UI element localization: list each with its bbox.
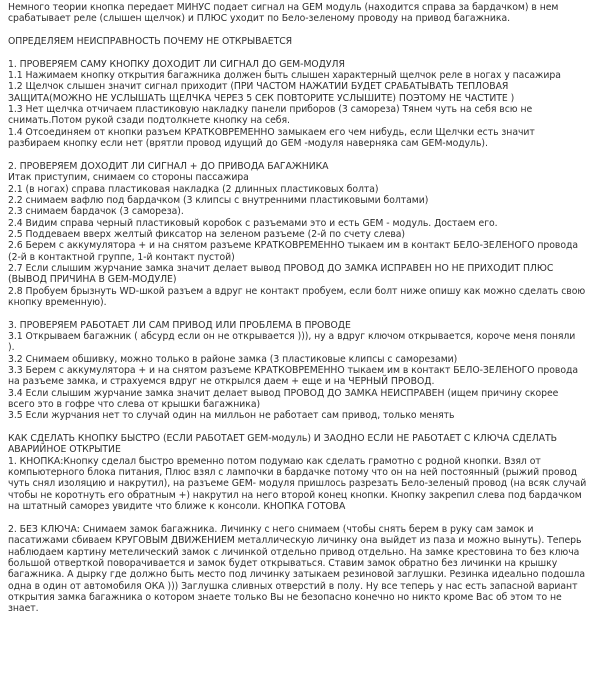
spacer: [8, 308, 592, 319]
section-quick-button: КАК СДЕЛАТЬ КНОПКУ БЫСТРО (ЕСЛИ РАБОТАЕТ GEM-модуль) И ЗАОДНО ЕСЛИ НЕ РАБОТАЕТ С КЛЮЧА СДЕЛАТЬ АВАРИЙНОЕ ОТКРЫТИЕ 1. КНОПКА:Кнопку сделал быстро временно потом подумаю как сделать грамотно с родной кнопки. Взял от компьютерного блока питания, Плюс взял с лампочки в бардачке потому что он на ней постоянный (рыжий провод чуть снял изоляцию и накрутил), на разъеме GEM- модуля пришлось разрезать Бело-зеленый провод (на всяк случай чтобы не коротнуть его обратным +) накрутил на него второй конец кнопки. Кнопку закрепил слева под бардачком на штатный саморез увидите что ближе к консоли. КНОПКА ГОТОВА: [8, 433, 587, 513]
spacer: [8, 25, 592, 36]
spacer: [8, 512, 592, 523]
spacer: [8, 47, 592, 58]
section-3-check-actuator: 3. ПРОВЕРЯЕМ РАБОТАЕТ ЛИ САМ ПРИВОД ИЛИ ПРОБЛЕМА В ПРОВОДЕ 3.1 Открываем багажник ( абсурд если он не открывается ))), ну а вдруг ключом открывается, короче меня поняли ). 3.2 Снимаем обшивку, можно только в районе замка (3 пластиковые клипсы с саморезами) 3.3 Берем с аккумулятора + и на снятом разъеме КРАТКОВРЕМЕННО тыкаем им в контакт БЕЛО-ЗЕЛЕНОГО провода на разъеме замка, и страхуемся вдруг не открылся даем + еще и на ЧЕРНЫЙ ПРОВОД. 3.4 Если слышим журчание замка значит делает вывод ПРОВОД ДО ЗАМКА НЕИСПРАВЕН (ищем причину скорее всего это в гофре что слева от крышки багажника) 3.5 Если журчания нет то случай один на милльон не работает сам привод, только менять: [8, 319, 579, 422]
spacer: [8, 422, 592, 433]
main-heading: ОПРЕДЕЛЯЕМ НЕИСПРАВНОСТЬ ПОЧЕМУ НЕ ОТКРЫВАЕТСЯ: [8, 36, 293, 48]
intro-paragraph: Немного теории кнопка передает МИНУС подает сигнал на GEM модуль (находится справа за бардачком) в нем срабатывает реле (слышен щелчок) и ПЛЮС уходит по Бело-зеленому проводу на привод багажника.: [8, 2, 559, 25]
section-2-check-signal: 2. ПРОВЕРЯЕМ ДОХОДИТ ЛИ СИГНАЛ + ДО ПРИВОДА БАГАЖНИКА Итак приступим, снимаем со стороны пассажира 2.1 (в ногах) справа пластиковая накладка (2 длинных пластиковых болта) 2.2 снимаем вафлю под бардачком (3 клипсы с внутренними пластиковыми болтами) 2.3 снимаем бардачок (3 самореза). 2.4 Видим справа черный пластиковый коробок с разъемами это и есть GEM - модуль. Достаем его. 2.5 Поддеваем вверх желтый фиксатор на зеленом разъеме (2-й по счету слева) 2.6 Берем с аккумулятора + и на снятом разъеме КРАТКОВРЕМЕННО тыкаем им в контакт БЕЛО-ЗЕЛЕНОГО провода (2-й в контактной группе, 1-й контакт пустой) 2.7 Если слышим журчание замка значит делает вывод ПРОВОД ДО ЗАМКА ИСПРАВЕН НО НЕ ПРИХОДИТ ПЛЮС (ВЫВОД ПРИЧИНА В GEM-МОДУЛЕ) 2.8 Пробуем брызнуть WD-шкой разъем а вдруг не контакт пробуем, если болт ниже опишу как можно сделать свою кнопку временную).: [8, 160, 586, 308]
section-no-key: 2. БЕЗ КЛЮЧА: Снимаем замок багажника. Личинку с него снимаем (чтобы снять берем в руку сам замок и пасатижами сбиваем КРУГОВЫМ ДВИЖЕНИЕМ металлическую личинку она выйдет из паза и можно вынуть). Теперь наблюдаем картину метелический замок с личинкой отдельно привод отдельно. На замке крестовина то без ключа большой отверткой поворачивается и замок будет открываться. Ставим замок обратно без личинки на крышку багажника. А дырку где должно быть место под личинку затыкаем резиновой заглушки. Резинка идеально подошла одна в один от автомобиля ОКА ))) Заглушка сливных отверстий в полу. Ну все теперь у нас есть запасной вариант открытия замка багажника о котором знаете только Вы не безопасно конечно но никто кроме Вас об этом то не знает.: [8, 523, 585, 615]
spacer: [8, 149, 592, 160]
section-1-check-button: 1. ПРОВЕРЯЕМ САМУ КНОПКУ ДОХОДИТ ЛИ СИГНАЛ ДО GEM-МОДУЛЯ 1.1 Нажимаем кнопку открытия багажника должен быть слышен характерный щелчок реле в ногах у пасажира 1.2 Щелчок слышен значит сигнал приходит (ПРИ ЧАСТОМ НАЖАТИИ БУДЕТ СРАБАТЫВАТЬ ТЕПЛОВАЯ ЗАЩИТА(МОЖНО НЕ УСЛЫШАТЬ ЩЕЛЧКА ЧЕРЕЗ 5 СЕК ПОВТОРИТЕ УСЛЫШИТЕ) ПОЭТОМУ НЕ ЧАСТИТЕ ) 1.3 Нет щелчка отчичаем пластиковую накладку панели приборов (3 самореза) Тянем чуть на себя всю не снимать.Потом рукой сзади подтолкнете кнопку на себя. 1.4 Отсоединяем от кнопки разъем КРАТКОВРЕМЕННО замыкаем его чем нибудь, если Щелчки есть значит разбираем кнопку если нет (врятли провод идущий до GEM -модуля наверняка сам GEM-модуль).: [8, 58, 561, 150]
